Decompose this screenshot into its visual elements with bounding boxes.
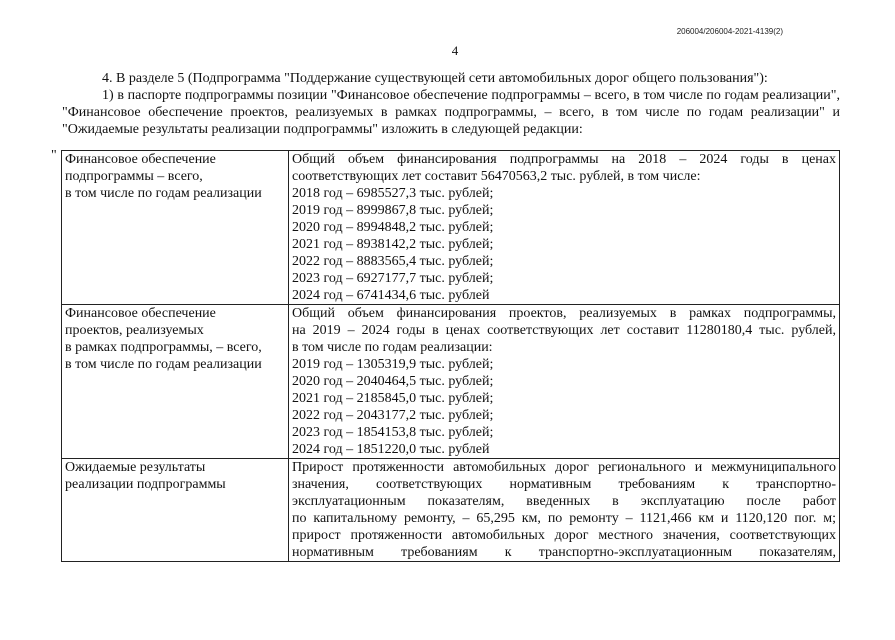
row-label-cell [62, 151, 289, 305]
row-content-cell [289, 305, 840, 459]
row-content-cell [289, 151, 840, 305]
row-content-line: 2024 год – 6741434,6 тыс. рублей [292, 288, 490, 303]
row-content-line: 2019 год – 8999867,8 тыс. рублей; [292, 203, 494, 218]
passport-table [61, 150, 840, 562]
row-content-line: Общий объем финансирования проектов, реализуемых в рамках подпрограммы, [292, 306, 836, 321]
table-row [62, 151, 840, 305]
table-row [62, 459, 840, 562]
opening-quote-mark: " [51, 148, 57, 163]
row-content-line: Прирост протяженности автомобильных дорог регионального и межмуниципального [292, 460, 836, 475]
row-content-line: 2023 год – 1854153,8 тыс. рублей; [292, 425, 494, 440]
page-number: 4 [451, 43, 459, 58]
row-content-line: по капитальному ремонту, – 65,295 км, по ремонту – 1121,466 км и 1120,120 пог. м; [292, 511, 836, 526]
row-label-line: Финансовое обеспечение [65, 306, 216, 321]
row-label-cell [62, 305, 289, 459]
row-content-line: 2021 год – 2185845,0 тыс. рублей; [292, 391, 494, 406]
row-label-line: в том числе по годам реализации [65, 357, 262, 372]
row-label-line: в том числе по годам реализации [65, 186, 262, 201]
row-label-line: подпрограммы – всего, [65, 169, 203, 184]
row-content-cell [289, 459, 840, 562]
row-content-line: 2023 год – 6927177,7 тыс. рублей; [292, 271, 494, 286]
document-id: 206004/206004-2021-4139(2) [676, 27, 783, 36]
intro-text [62, 70, 840, 138]
row-content-line: 2018 год – 6985527,3 тыс. рублей; [292, 186, 494, 201]
row-content-line: прирост протяженности автомобильных дорог местного значения, соответствующих [292, 528, 836, 543]
row-label-line: Финансовое обеспечение [65, 152, 216, 167]
row-content-line: эксплуатационным показателям, введенных в эксплуатацию после работ [292, 494, 836, 509]
intro-paragraph-2: 1) в паспорте подпрограммы позиции "Финансовое обеспечение подпрограммы – всего, в том числе по годам реализации", "Финансовое обеспечение проектов, реализуемых в рамках подпрограммы, – всего, в том числе по годам реализации" и "Ожидаемые результаты реализации подпрограммы" изложить в следующей редакции: [62, 88, 840, 137]
intro-paragraph-1: 4. В разделе 5 (Подпрограмма "Поддержание существующей сети автомобильных дорог общего пользования"): [102, 71, 768, 86]
row-content-line: 2024 год – 1851220,0 тыс. рублей [292, 442, 490, 457]
row-content-line: 2019 год – 1305319,9 тыс. рублей; [292, 357, 494, 372]
row-label-line: в рамках подпрограммы, – всего, [65, 340, 262, 355]
row-content-line: нормативным требованиям к транспортно-эксплуатационным показателям, [292, 545, 836, 560]
row-content-line: 2020 год – 2040464,5 тыс. рублей; [292, 374, 494, 389]
table-row [62, 305, 840, 459]
row-content-line: Общий объем финансирования подпрограммы на 2018 – 2024 годы в ценах [292, 152, 836, 167]
row-content-line: значения, соответствующих нормативным требованиям к транспортно- [292, 477, 836, 492]
row-content-line: на 2019 – 2024 годы в ценах соответствующих лет составит 11280180,4 тыс. рублей, [292, 323, 836, 338]
row-content-line: 2022 год – 2043177,2 тыс. рублей; [292, 408, 494, 423]
row-content-line: 2022 год – 8883565,4 тыс. рублей; [292, 254, 494, 269]
row-content-line: соответствующих лет составит 56470563,2 тыс. рублей, в том числе: [292, 169, 701, 184]
row-label-cell [62, 459, 289, 562]
row-label-line: реализации подпрограммы [65, 477, 226, 492]
row-content-line: 2020 год – 8994848,2 тыс. рублей; [292, 220, 494, 235]
row-content-line: 2021 год – 8938142,2 тыс. рублей; [292, 237, 494, 252]
row-label-line: Ожидаемые результаты [65, 460, 206, 475]
row-content-line: в том числе по годам реализации: [292, 340, 493, 355]
row-label-line: проектов, реализуемых [65, 323, 204, 338]
